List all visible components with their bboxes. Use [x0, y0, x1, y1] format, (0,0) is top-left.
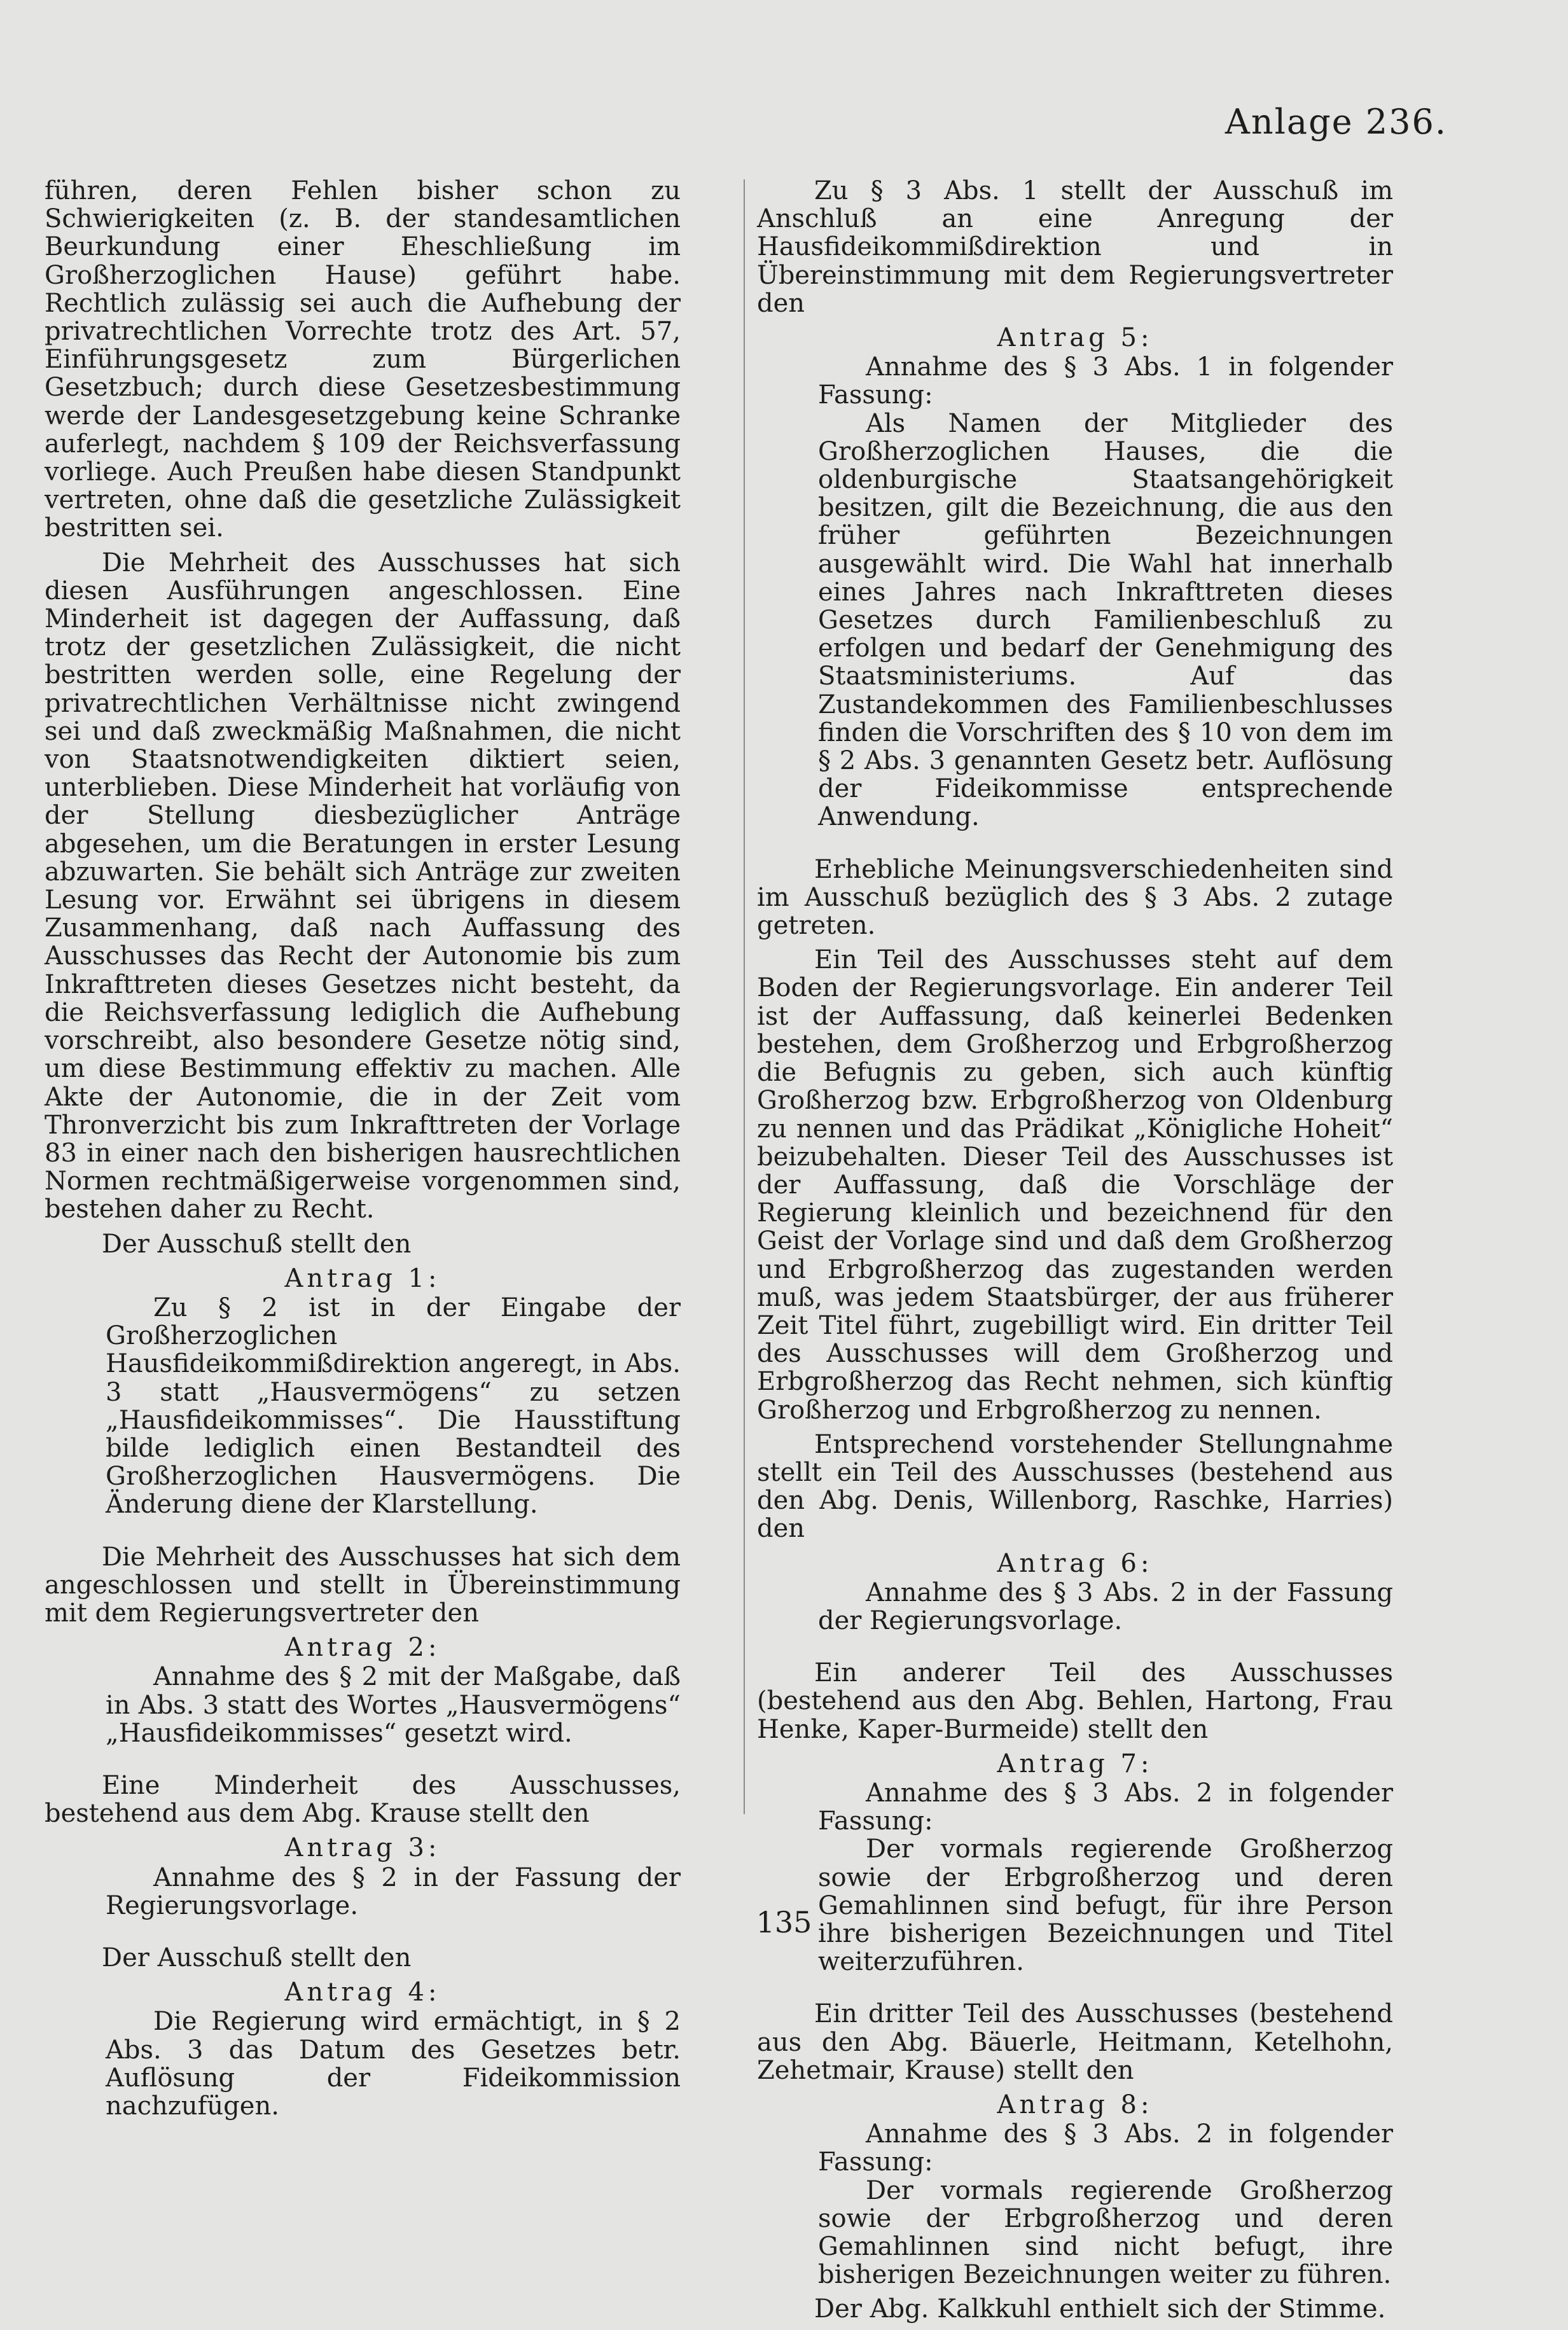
motion-heading: Antrag 3:	[284, 1833, 441, 1863]
motion-text-body: Annahme des § 3 Abs. 2 in der Fassung der Regierungsvorlage.	[818, 1578, 1393, 1635]
motion-text-body: Als Namen der Mitglieder des Großherzoglichen Hauses, die die oldenburgische Staatsangehörigkeit besitzen, gilt die Bezeichnung, die aus den früher geführten Bezeichnungen ausgewählt wird. Die Wahl hat innerhalb eines Jahres nach Inkrafttreten dieses Gesetzes durch Familienbeschluß zu erfolgen und bedarf der Genehmigung des Staatsministeriums. Auf das Zustandekommen des Familienbeschlusses finden die Vorschriften des § 10 von dem im § 2 Abs. 3 genannten Gesetz betr. Auflösung der Fideikommisse entsprechende Anwendung.	[818, 408, 1393, 832]
paragraph: Der Ausschuß stellt den	[102, 1229, 412, 1259]
motion-heading: Antrag 1:	[284, 1263, 441, 1293]
motion-text	[45, 1294, 681, 1519]
paragraph: Ein Teil des Ausschusses steht auf dem Boden der Regierungsvorlage. Ein anderer Teil ist der Auffassung, daß keinerlei Bedenken bestehen, dem Großherzog und Erbgroßherzog die Befugnis zu geben, sich auch künftig Großherzog bzw. Erbgroßherzog von Oldenburg zu nennen und das Prädikat „Königliche Hoheit“ beizubehalten. Dieser Teil des Ausschusses ist der Auffassung, daß die Vorschläge der Regierung kleinlich und bezeichnend für den Geist der Vorlage sind und daß dem Großherzog und Erbgroßherzog das zugestanden werden muß, was jedem Staatsbürger, der aus früherer Zeit Titel führt, zugebilligt wird. Ein dritter Teil des Ausschusses will dem Großherzog und Erbgroßherzog das Recht nehmen, sich künftig Großherzog und Erbgroßherzog zu nennen.	[757, 945, 1393, 1425]
motion-heading: Antrag 2:	[284, 1633, 441, 1663]
motion-intro: Annahme des § 3 Abs. 2 in folgender Fassung:	[818, 1778, 1393, 1836]
column-divider	[744, 179, 745, 1814]
motion-text-body: Annahme des § 2 in der Fassung der Regierungsvorlage.	[106, 1862, 681, 1920]
paragraph: Die Mehrheit des Ausschusses hat sich diesen Ausführungen angeschlossen. Eine Minderheit ist dagegen der Auffassung, daß trotz der gesetzlichen Zulässigkeit, die nicht bestritten werden solle, eine Regelung der privatrechtlichen Verhältnisse nicht zwingend sei und daß zweckmäßig Maßnahmen, die nicht von Staatsnotwendigkeiten diktiert seien, unterblieben. Diese Minderheit hat vorläufig von der Stellung diesbezüglicher Anträge abgesehen, um die Beratungen in erster Lesung abzuwarten. Sie behält sich Anträge zur zweiten Lesung vor. Erwähnt sei übrigens in diesem Zusammenhang, daß nach Auffassung des Ausschusses das Recht der Autonomie bis zum Inkrafttreten dieses Gesetzes nicht besteht, da die Reichsverfassung lediglich die Aufhebung vorschreibt, also besondere Gesetze nötig sind, um diese Bestimmung effektiv zu machen. Alle Akte der Autonomie, die in der Zeit vom Thronverzicht bis zum Inkrafttreten der Vorlage 83 in einer nach den bisherigen hausrechtlichen Normen rechtmäßigerweise vorgenommen sind, bestehen daher zu Recht.	[45, 548, 681, 1224]
page-header-title: Anlage 236.	[1225, 102, 1447, 142]
motion-heading: Antrag 5:	[997, 323, 1153, 353]
motion-heading: Antrag 7:	[997, 1749, 1153, 1779]
motion-text-body: Zu § 2 ist in der Eingabe der Großherzoglichen Hausfideikommißdirektion angeregt, in Abs. 3 statt „Hausvermögens“ zu setzen „Hausfideikommisses“. Die Hausstiftung bilde lediglich einen Bestandteil des Großherzoglichen Hausvermögens. Die Änderung diene der Klarstellung.	[106, 1293, 681, 1520]
motion-text	[757, 353, 1393, 831]
paragraph: Entsprechend vorstehender Stellungnahme stellt ein Teil des Ausschusses (bestehend aus den Abg. Denis, Willenborg, Raschke, Harries) den	[757, 1429, 1393, 1544]
paragraph: Erhebliche Meinungsverschiedenheiten sind im Ausschuß bezüglich des § 3 Abs. 2 zutage getreten.	[757, 854, 1393, 941]
motion-intro: Annahme des § 3 Abs. 1 in folgender Fassung:	[818, 352, 1393, 410]
motion-heading: Antrag 6:	[997, 1548, 1153, 1578]
motion-heading: Antrag 4:	[284, 1978, 441, 2008]
motion-text	[45, 1663, 681, 1747]
page-number: 135	[756, 1905, 812, 1939]
paragraph: führen, deren Fehlen bisher schon zu Schwierigkeiten (z. B. der standesamtlichen Beurkundung einer Eheschließung im Großherzoglichen Hause) geführt habe. Rechtlich zulässig sei auch die Aufhebung der privatrechtlichen Vorrechte trotz des Art. 57, Einführungsgesetz zum Bürgerlichen Gesetzbuch; durch diese Gesetzesbestimmung werde der Landesgesetzgebung keine Schranke auferlegt, nachdem § 109 der Reichsverfassung vorliege. Auch Preußen habe diesen Standpunkt vertreten, ohne daß die gesetzliche Zulässigkeit bestritten sei.	[45, 176, 681, 543]
motion-text-body: Der vormals regierende Großherzog sowie der Erbgroßherzog und deren Gemahlinnen sind befugt, für ihre Person ihre bisherigen Bezeichnungen und Titel weiterzuführen.	[818, 1834, 1393, 1977]
paragraph: Eine Minderheit des Ausschusses, bestehend aus dem Abg. Krause stellt den	[45, 1770, 681, 1829]
paragraph: Ein dritter Teil des Ausschusses (bestehend aus den Abg. Bäuerle, Heitmann, Ketelhohn, Zehetmair, Krause) stellt den	[757, 1999, 1393, 2085]
paragraph: Die Mehrheit des Ausschusses hat sich dem angeschlossen und stellt in Übereinstimmung mit dem Regierungsvertreter den	[45, 1542, 681, 1628]
motion-text-body: Annahme des § 2 mit der Maßgabe, daß in Abs. 3 statt des Wortes „Hausvermögens“ „Hausfideikommisses“ gesetzt wird.	[106, 1662, 681, 1748]
paragraph: Der Ausschuß stellt den	[102, 1943, 412, 1973]
paragraph: Zu § 3 Abs. 1 stellt der Ausschuß im Anschluß an eine Anregung der Hausfideikommißdirektion und in Übereinstimmung mit dem Regierungsvertreter den	[757, 176, 1393, 318]
right-column	[757, 177, 1393, 2330]
motion-text	[757, 1579, 1393, 1635]
left-column	[45, 177, 681, 2126]
motion-intro: Annahme des § 3 Abs. 2 in folgender Fassung:	[818, 2119, 1393, 2177]
motion-heading: Antrag 8:	[997, 2090, 1153, 2119]
motion-text	[757, 2120, 1393, 2289]
paragraph: Ein anderer Teil des Ausschusses (bestehend aus den Abg. Behlen, Hartong, Frau Henke, Kaper-Burmeide) stellt den	[757, 1658, 1393, 1744]
motion-text-body: Die Regierung wird ermächtigt, in § 2 Abs. 3 das Datum des Gesetzes betr. Auflösung der Fideikommission nachzufügen.	[106, 2007, 681, 2121]
motion-text	[45, 2008, 681, 2120]
motion-text	[757, 1779, 1393, 1976]
paragraph: Der Abg. Kalkkuhl enthielt sich der Stimme.	[814, 2294, 1386, 2324]
motion-text-body: Der vormals regierende Großherzog sowie der Erbgroßherzog und deren Gemahlinnen sind nicht befugt, ihre bisherigen Bezeichnungen weiter zu führen.	[818, 2175, 1393, 2290]
